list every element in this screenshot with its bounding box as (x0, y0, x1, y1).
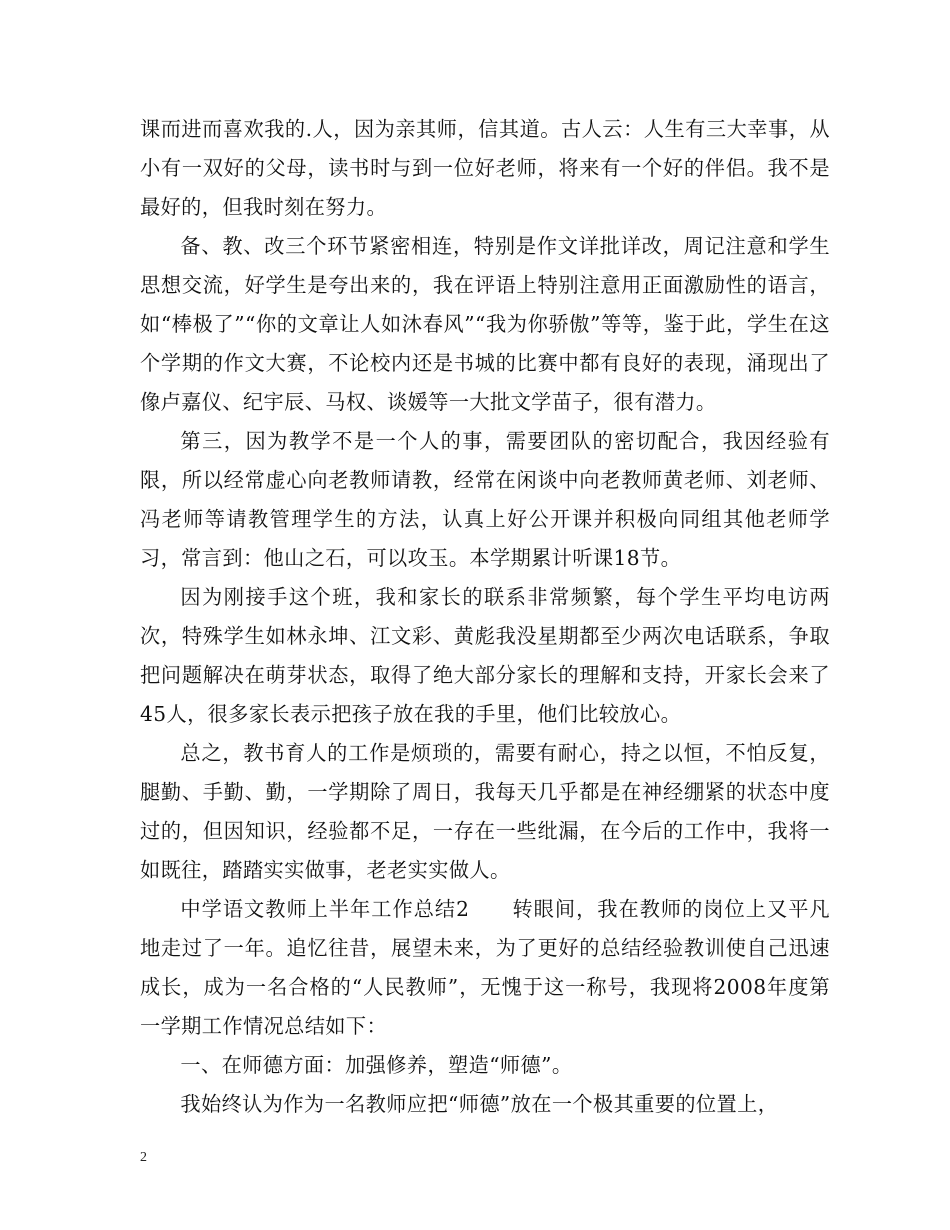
paragraph-5: 总之，教书育人的工作是烦琐的，需要有耐心，持之以恒，不怕反复，腿勤、手勤、勤，一学期除了周日，我每天几乎都是在神经绷紧的状态中度过的，但因知识，经验都不足，一存在一些纰漏，在今后的工作中，我将一如既往，踏踏实实做事，老老实实做人。 (140, 741, 830, 882)
paragraph-1: 课而进而喜欢我的.人，因为亲其师，信其道。古人云：人生有三大幸事，从小有一双好的父母，读书时与到一位好老师，将来有一个好的伴侣。我不是最好的，但我时刻在努力。 (140, 117, 830, 219)
paragraph-2: 备、教、改三个环节紧密相连，特别是作文详批详改，周记注意和学生思想交流，好学生是夸出来的，我在评语上特别注意用正面激励性的语言，如“棒极了”“你的文章让人如沐春风”“我为你骄傲”等等，鉴于此，学生在这个学期的作文大赛，不论校内还是书城的比赛中都有良好的表现，涌现出了像卢嘉仪、纪宇辰、马权、谈媛等一大批文学苗子，很有潜力。 (140, 234, 830, 414)
document-body (140, 110, 830, 1124)
paragraph-4: 因为刚接手这个班，我和家长的联系非常频繁，每个学生平均电访两次，特殊学生如林永坤、江文彩、黄彪我没星期都至少两次电话联系，争取把问题解决在萌芽状态，取得了绝大部分家长的理解和支持，开家长会来了45人，很多家长表示把孩子放在我的手里，他们比较放心。 (140, 585, 830, 726)
paragraph-7: 一、在师德方面：加强修养，塑造“师德”。 (180, 1053, 573, 1077)
paragraph-8: 我始终认为作为一名教师应把“师德”放在一个极其重要的位置上， (180, 1092, 779, 1116)
paragraph-6: 中学语文教师上半年工作总结2 转眼间，我在教师的岗位上又平凡地走过了一年。追忆往昔，展望未来，为了更好的总结经验教训使自己迅速成长，成为一名合格的“人民教师”，无愧于这一称号，我现将2008年度第一学期工作情况总结如下： (140, 897, 830, 1038)
paragraph-3: 第三，因为教学不是一个人的事，需要团队的密切配合，我因经验有限，所以经常虚心向老教师请教，经常在闲谈中向老教师黄老师、刘老师、冯老师等请教管理学生的方法，认真上好公开课并积极向同组其他老师学习，常言到：他山之石，可以攻玉。本学期累计听课18节。 (140, 429, 830, 570)
page-number: 2 (140, 1150, 147, 1165)
